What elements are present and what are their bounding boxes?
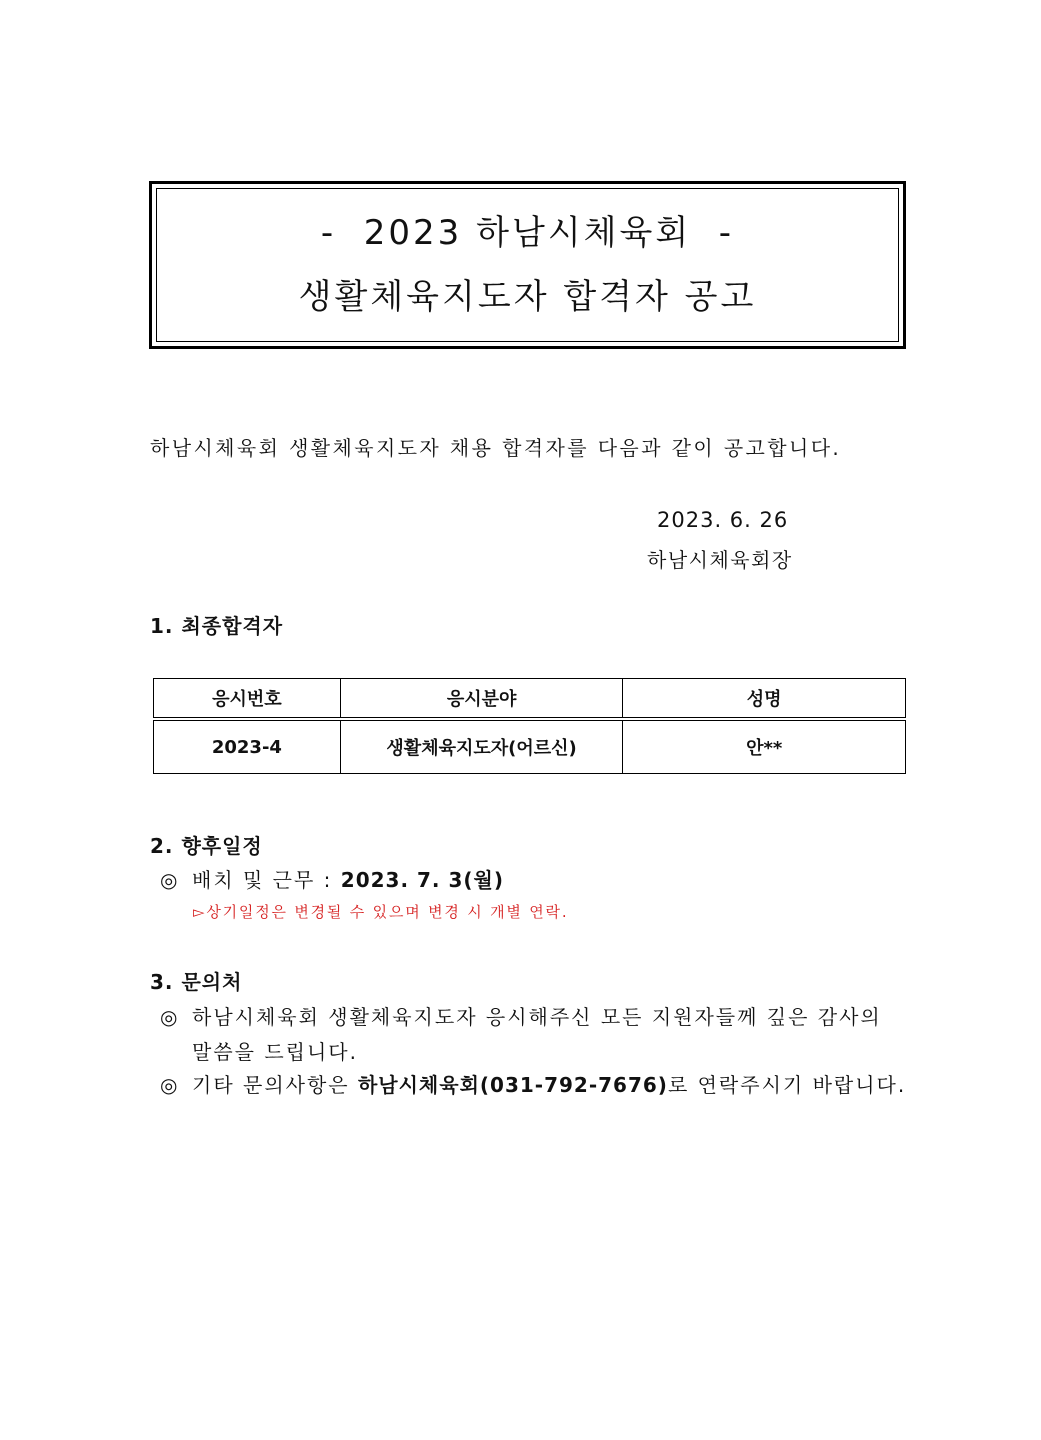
header-field: 응시분야 [340,679,623,720]
intro-text: 하남시체육회 생활체육지도자 채용 합격자를 다음과 같이 공고합니다. [150,436,842,460]
inquiry-item-1 [160,1001,882,1030]
table-header-row [154,679,906,720]
inquiry-contact: 하남시체육회(031-792-7676) [357,1073,668,1097]
cell-applicant-number: 2023-4 [154,719,341,774]
header-name: 성명 [623,679,906,720]
schedule-item [160,864,504,893]
title-box [149,181,906,349]
announcement-date: 2023. 6. 26 [657,508,789,532]
section-2-heading: 2. 향후일정 [150,834,263,858]
schedule-date: 2023. 7. 3(월) [340,868,504,892]
bullet-icon: ◎ [160,1073,180,1097]
title-line-1: - 2023 하남시체육회 - [320,213,735,253]
inquiry-prefix: 기타 문의사항은 [192,1073,350,1097]
table-row [154,719,906,774]
schedule-note: ▻상기일정은 변경될 수 있으며 변경 시 개별 연락. [193,903,569,921]
cell-field: 생활체육지도자(어르신) [340,719,623,774]
bullet-icon: ◎ [160,1005,180,1029]
section-3-heading: 3. 문의처 [150,970,243,994]
title-inner-frame [156,188,899,342]
schedule-label: 배치 및 근무 : [192,868,333,892]
inquiry-suffix: 로 연락주시기 바랍니다. [667,1073,907,1097]
thanks-line-1: 하남시체육회 생활체육지도자 응시해주신 모든 지원자들께 깊은 감사의 [192,1005,882,1029]
final-results-table [153,678,906,774]
header-applicant-number: 응시번호 [154,679,341,720]
title-line-2: 생활체육지도자 합격자 공고 [298,277,757,317]
section-1-heading: 1. 최종합격자 [150,614,284,638]
issuer-name: 하남시체육회장 [647,548,793,572]
thanks-line-2: 말씀을 드립니다. [192,1040,358,1064]
inquiry-item-2 [160,1069,906,1098]
cell-name: 안** [623,719,906,774]
bullet-icon: ◎ [160,868,180,892]
